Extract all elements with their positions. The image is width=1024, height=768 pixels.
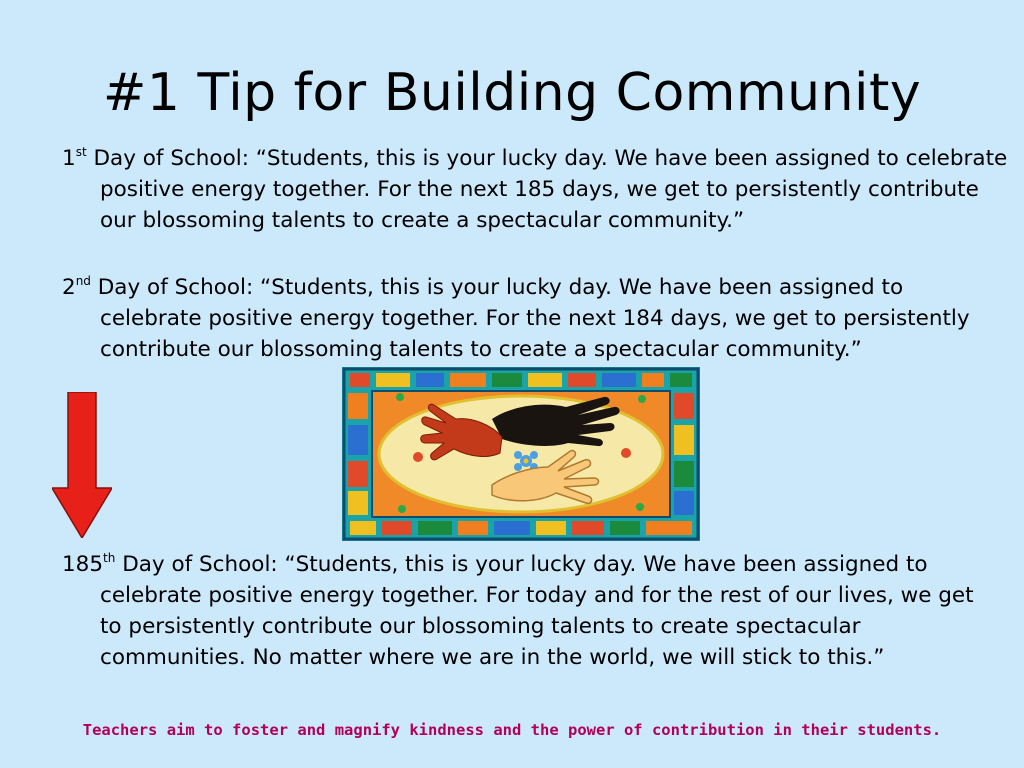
day-number: 1 [62, 146, 76, 171]
day-suffix: th [103, 551, 116, 565]
paragraph-text: Day of School: “Students, this is your lucky day. We have been assigned to celebrate positive energy together. For today and for the rest of our lives, we get to persistently contribute our blossoming talents to create spectacular communities. No matter where we are in the world, we will stick to this.” [100, 552, 974, 670]
day-number: 185 [62, 552, 104, 577]
day-suffix: st [75, 145, 87, 159]
paragraph-day-185 [62, 549, 990, 673]
paragraph-day-2 [62, 272, 1010, 365]
day-suffix: nd [75, 274, 91, 288]
paragraph-text: Day of School: “Students, this is your lucky day. We have been assigned to celebrate positive energy together. For the next 185 days, we get to persistently contribute our blossoming talents to create a spectacular community.” [86, 146, 1008, 233]
footer-note: Teachers aim to foster and magnify kindness and the power of contribution in their students. [82, 721, 942, 739]
hands-artwork [342, 367, 700, 541]
day-number: 2 [62, 275, 76, 300]
down-arrow-icon [52, 392, 112, 538]
paragraph-text: Day of School: “Students, this is your lucky day. We have been assigned to celebrate positive energy together. For the next 184 days, we get to persistently contribute our blossoming talents to create a spectacular community.” [90, 275, 970, 362]
slide-title: #1 Tip for Building Community [102, 63, 922, 123]
paragraph-day-1 [62, 143, 1010, 236]
